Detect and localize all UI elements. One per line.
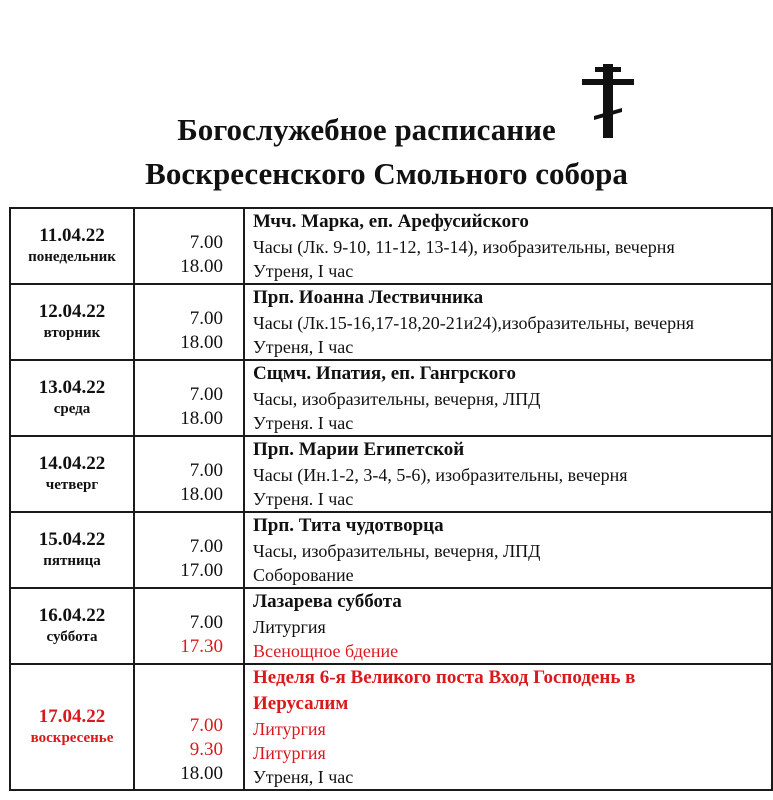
- saint-name: Прп. Иоанна Лествичника: [253, 287, 484, 308]
- schedule-row: [10, 664, 772, 790]
- time: 17.30: [180, 636, 223, 657]
- service: Утреня, I час: [253, 261, 354, 281]
- weekday: понедельник: [28, 249, 116, 265]
- service: Соборование: [253, 565, 354, 585]
- schedule-table: [9, 207, 773, 791]
- time: 17.00: [180, 560, 223, 581]
- service: Часы (Лк. 9-10, 11-12, 13-14), изобразительны, вечерня: [253, 237, 675, 257]
- service: Литургия: [253, 743, 326, 763]
- time-cell: [134, 284, 244, 360]
- date-cell: [10, 208, 134, 284]
- weekday: пятница: [43, 553, 101, 569]
- service-cell: [244, 588, 772, 664]
- saint-name: Мчч. Марка, еп. Арефусийского: [253, 211, 529, 232]
- saint-name: Неделя 6-я Великого поста Вход Господень в: [253, 667, 636, 688]
- weekday: четверг: [45, 477, 99, 493]
- time: 7.00: [189, 460, 223, 481]
- service: Литургия: [253, 617, 326, 637]
- time: 7.00: [189, 308, 223, 329]
- service: Часы, изобразительны, вечерня, ЛПД: [253, 389, 541, 409]
- schedule-row: [10, 512, 772, 588]
- title-line-2: Воскресенского Смольного собора: [145, 156, 628, 191]
- date-cell: [10, 588, 134, 664]
- time: 18.00: [180, 408, 223, 429]
- saint-name: Прп. Тита чудотворца: [253, 515, 444, 536]
- time: 7.00: [189, 612, 223, 633]
- time: 9.30: [189, 739, 223, 760]
- saint-name: Сщмч. Ипатия, еп. Гангрского: [253, 363, 516, 384]
- service: Утреня, I час: [253, 767, 354, 787]
- time-cell: [134, 360, 244, 436]
- weekday: вторник: [43, 325, 101, 341]
- service-cell: [244, 284, 772, 360]
- time: 18.00: [180, 484, 223, 505]
- time: 7.00: [189, 232, 223, 253]
- schedule-row: [10, 284, 772, 360]
- date-cell: [10, 664, 134, 790]
- time-cell: [134, 588, 244, 664]
- service-cell: [244, 664, 772, 790]
- time: 7.00: [189, 536, 223, 557]
- schedule-row: [10, 360, 772, 436]
- date: 14.04.22: [38, 453, 106, 474]
- service: Часы, изобразительны, вечерня, ЛПД: [253, 541, 541, 561]
- time-cell: [134, 512, 244, 588]
- service-cell: [244, 208, 772, 284]
- date: 17.04.22: [38, 706, 106, 727]
- service: Всенощное бдение: [253, 641, 399, 661]
- service-cell: [244, 360, 772, 436]
- time: 18.00: [180, 763, 223, 784]
- date: 16.04.22: [38, 605, 106, 626]
- time-cell: [134, 436, 244, 512]
- time: 18.00: [180, 332, 223, 353]
- date-cell: [10, 360, 134, 436]
- service: Часы (Лк.15-16,17-18,20-21и24),изобразительны, вечерня: [253, 313, 695, 333]
- saint-name: Иерусалим: [253, 693, 349, 714]
- time-cell: [134, 664, 244, 790]
- service: Литургия: [253, 719, 326, 739]
- schedule-row: [10, 208, 772, 284]
- service: Утреня, I час: [253, 337, 354, 357]
- date: 11.04.22: [39, 225, 105, 246]
- service-cell: [244, 436, 772, 512]
- saint-name: Лазарева суббота: [253, 591, 402, 612]
- service: Утреня. I час: [253, 489, 354, 509]
- date-cell: [10, 284, 134, 360]
- service: Утреня. I час: [253, 413, 354, 433]
- date: 15.04.22: [38, 529, 106, 550]
- weekday: среда: [53, 401, 91, 417]
- date-cell: [10, 512, 134, 588]
- weekday: воскресенье: [30, 730, 114, 746]
- saint-name: Прп. Марии Египетской: [253, 439, 465, 460]
- title-line-1: Богослужебное расписание: [177, 112, 556, 147]
- schedule-row: [10, 436, 772, 512]
- time: 7.00: [189, 715, 223, 736]
- date: 12.04.22: [38, 301, 106, 322]
- time: 18.00: [180, 256, 223, 277]
- date: 13.04.22: [38, 377, 106, 398]
- time: 7.00: [189, 384, 223, 405]
- service: Часы (Ин.1-2, 3-4, 5-6), изобразительны, вечерня: [253, 465, 628, 485]
- weekday: суббота: [46, 629, 98, 645]
- service-cell: [244, 512, 772, 588]
- schedule-row: [10, 588, 772, 664]
- page-title: [0, 108, 773, 196]
- date-cell: [10, 436, 134, 512]
- time-cell: [134, 208, 244, 284]
